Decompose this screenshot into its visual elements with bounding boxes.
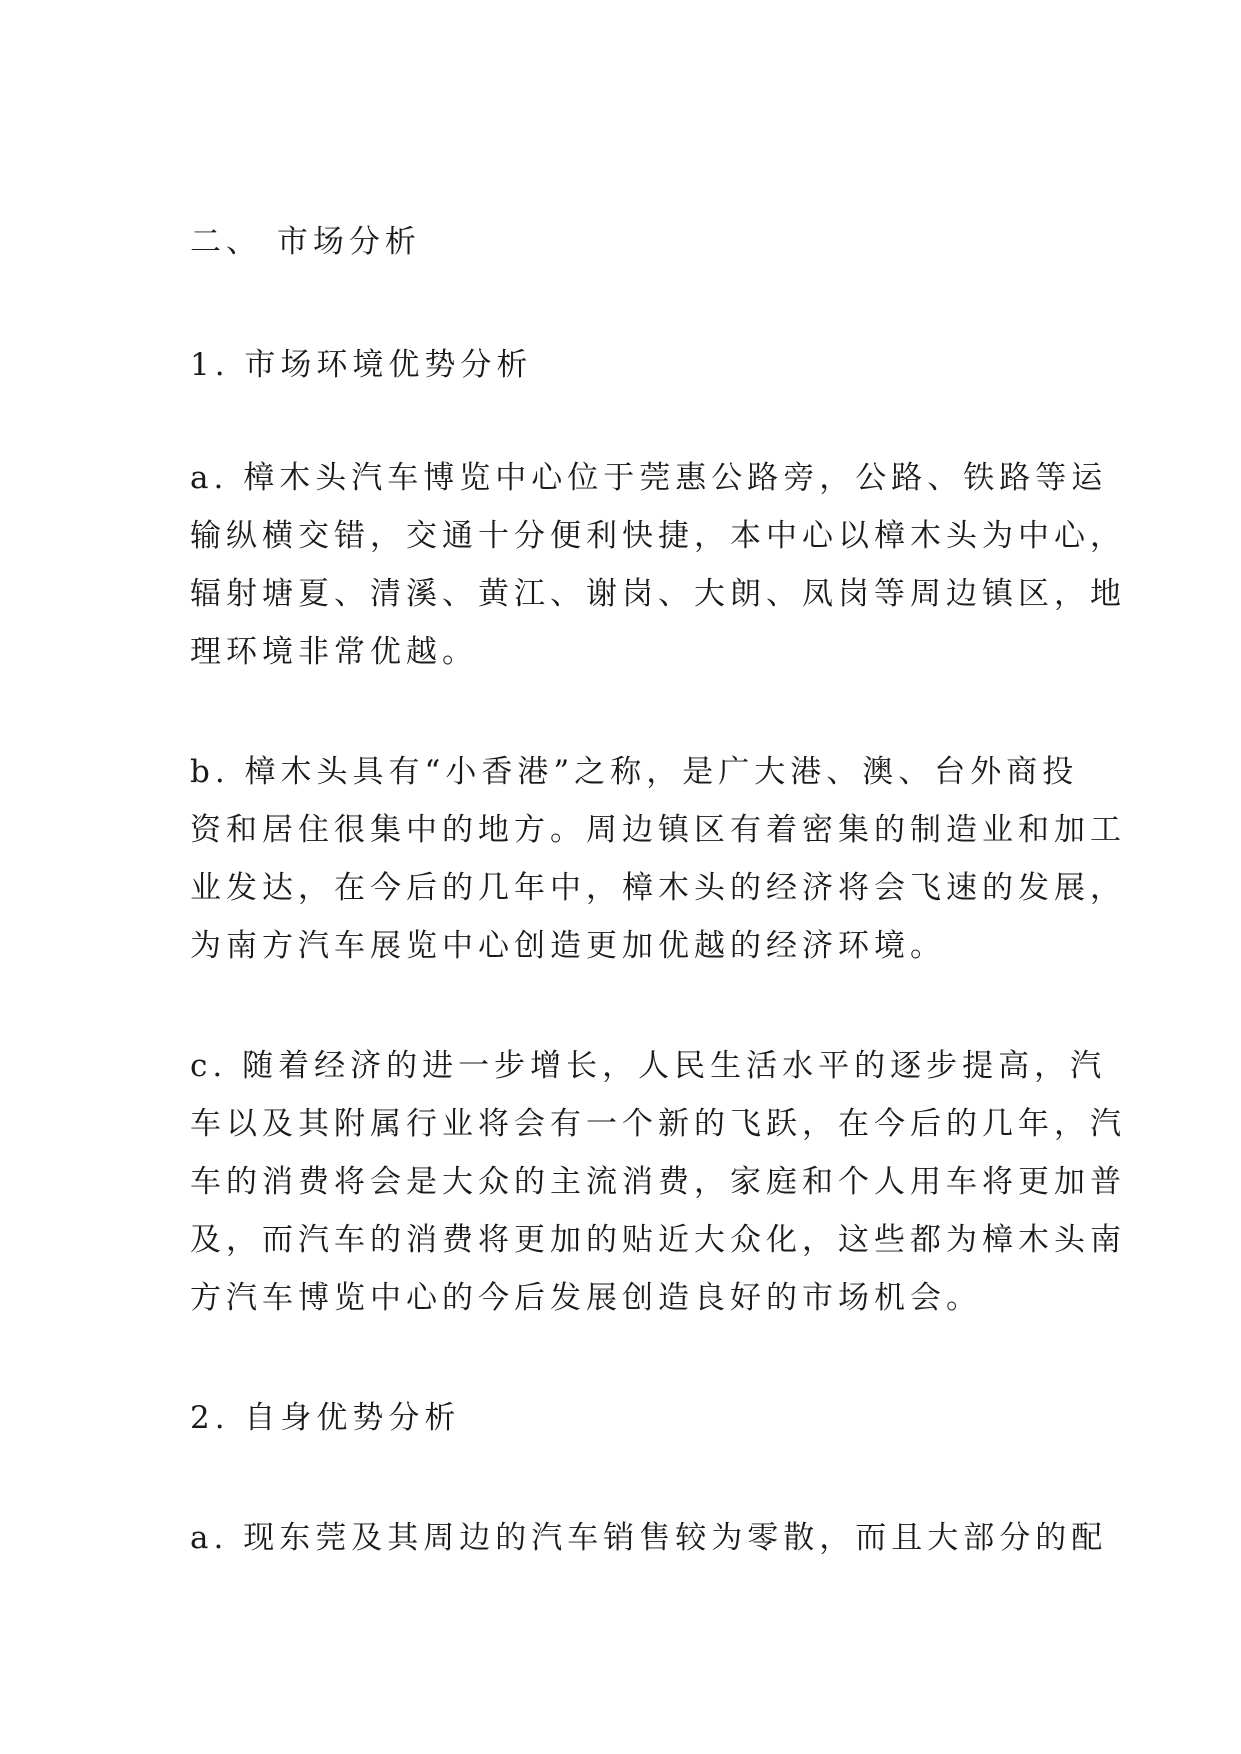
paragraph-line: a. 现东莞及其周边的汽车销售较为零散，而且大部分的配 <box>190 1520 1108 1556</box>
paragraph-line: 及，而汽车的消费将更加的贴近大众化，这些都为樟木头南 <box>190 1222 1126 1258</box>
paragraph-line: 为南方汽车展览中心创造更加优越的经济环境。 <box>190 928 946 964</box>
paragraph-line: 业发达，在今后的几年中，樟木头的经济将会飞速的发展， <box>190 870 1126 906</box>
paragraph-line: 车的消费将会是大众的主流消费，家庭和个人用车将更加普 <box>190 1164 1126 1200</box>
paragraph-line: 输纵横交错，交通十分便利快捷，本中心以樟木头为中心， <box>190 518 1126 554</box>
subsection-heading-market-environment: 1. 市场环境优势分析 <box>190 347 533 383</box>
paragraph-line: 辐射塘夏、清溪、黄江、谢岗、大朗、凤岗等周边镇区，地 <box>190 576 1126 612</box>
paragraph-line: 理环境非常优越。 <box>190 634 478 670</box>
paragraph-line: a. 樟木头汽车博览中心位于莞惠公路旁，公路、铁路等运 <box>190 460 1108 496</box>
subsection-heading-own-advantages: 2. 自身优势分析 <box>190 1400 461 1436</box>
paragraph-line: b. 樟木头具有“小香港”之称，是广大港、澳、台外商投 <box>190 754 1079 790</box>
paragraph-line: 资和居住很集中的地方。周边镇区有着密集的制造业和加工 <box>190 812 1126 848</box>
section-heading: 二、 市场分析 <box>190 224 421 260</box>
paragraph-line: 方汽车博览中心的今后发展创造良好的市场机会。 <box>190 1280 982 1316</box>
paragraph-line: c. 随着经济的进一步增长，人民生活水平的逐步提高，汽 <box>190 1048 1107 1084</box>
paragraph-line: 车以及其附属行业将会有一个新的飞跃，在今后的几年，汽 <box>190 1106 1126 1142</box>
